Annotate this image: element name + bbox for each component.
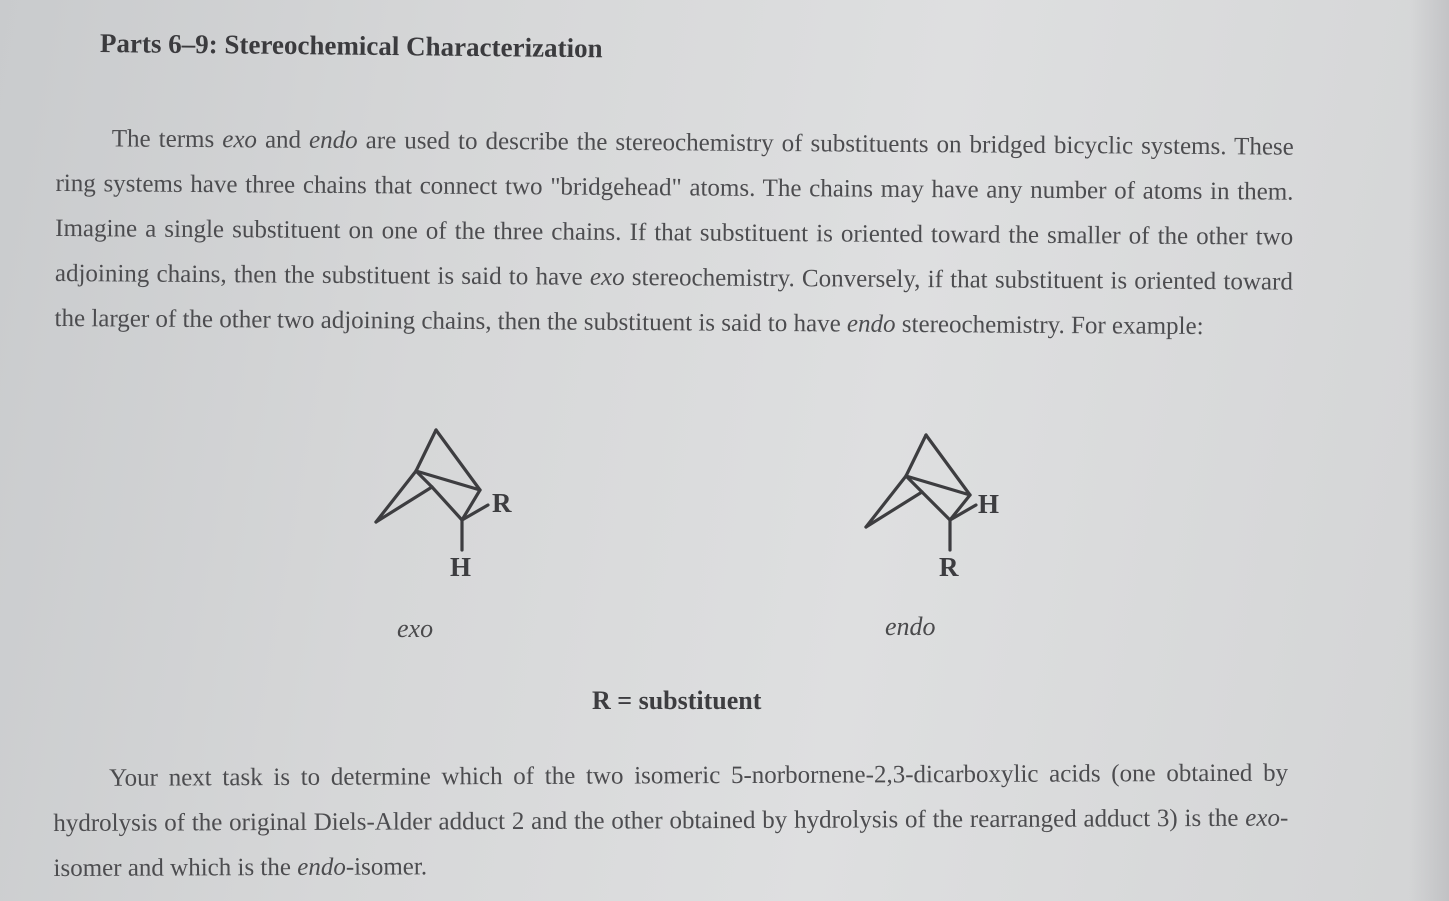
exo-norbornane-drawing <box>370 425 530 585</box>
italic-term: endo <box>297 853 346 881</box>
section-heading: Parts 6–9: Stereochemical Characterization <box>99 28 603 64</box>
italic-term: endo <box>846 310 896 338</box>
italic-term: exo <box>1245 804 1281 832</box>
text-run: -isomer. <box>345 853 428 881</box>
task-paragraph <box>53 751 1289 891</box>
text-run: stereochemistry. For example: <box>895 310 1204 341</box>
endo-structure <box>860 430 1020 590</box>
exo-caption: exo <box>397 614 434 643</box>
text-run: The terms <box>111 125 223 154</box>
endo-lower-group: R <box>939 552 959 582</box>
endo-norbornane-drawing <box>860 430 1020 590</box>
text-run: Your next task is to determine which of the two isomeric 5-norbornene-2,3-dicarboxylic acids (one obtained by hydrolysis of the original Diels-Alder adduct 2 and the other obtained by hydrolysis of the rearranged adduct 3) is the <box>53 759 1289 837</box>
exo-lower-group: H <box>450 552 472 582</box>
italic-term: exo <box>589 263 625 291</box>
italic-term: exo <box>222 126 258 154</box>
text-run: stereochemistry. Conversely, if that substituent is oriented toward the larger of the other two adjoining chains, then the substituent is said to have <box>54 263 1293 338</box>
text-run: -isomer and which is the <box>53 804 1289 882</box>
text-run: are used to describe the stereochemistry of substituents on bridged bicyclic systems. These ring systems have three chains that connect two "bridgehead" atoms. The chains may have any number of atoms in them. Imagine a single substituent on one of the three chains. If that substituent is oriented toward the smaller of the other two adjoining chains, then the substituent is said to have <box>54 127 1294 291</box>
exo-structure <box>370 425 530 585</box>
endo-caption: endo <box>885 612 936 641</box>
endo-upper-group: H <box>978 489 1000 519</box>
exo-upper-group: R <box>492 488 512 518</box>
italic-term: endo <box>309 126 358 155</box>
intro-paragraph <box>54 116 1294 350</box>
substituent-legend: R = substituent <box>592 686 762 715</box>
page-edge-shadow <box>1409 0 1449 901</box>
text-run: and <box>256 126 310 154</box>
